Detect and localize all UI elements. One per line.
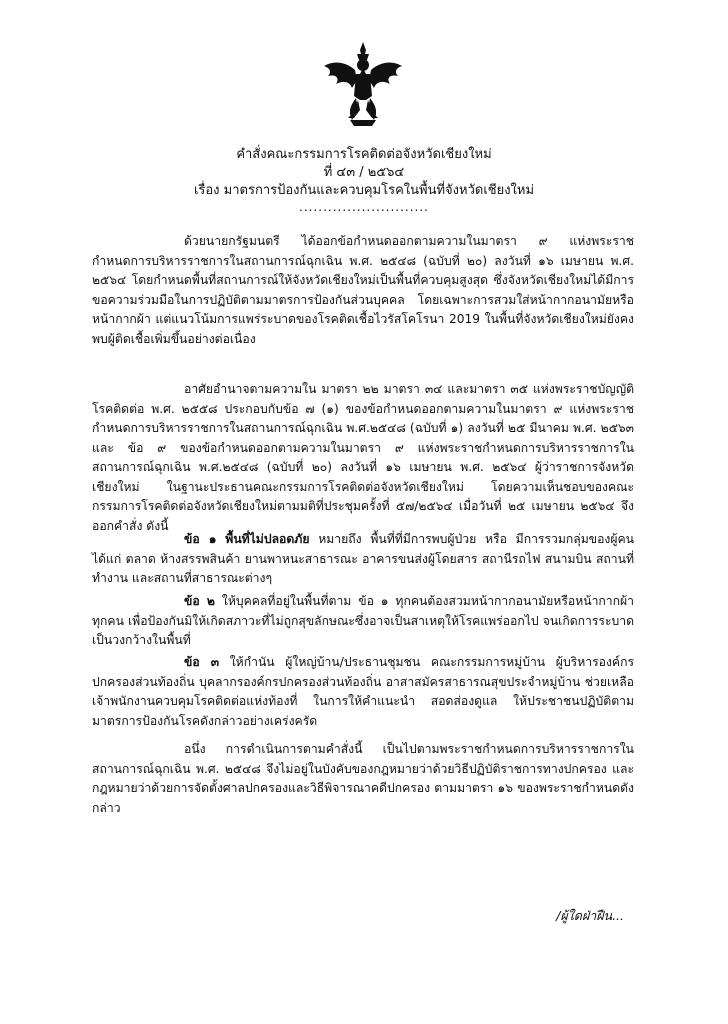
clause-2-label: ข้อ ๒ <box>184 594 215 608</box>
garuda-emblem <box>322 40 404 128</box>
order-title: คำสั่งคณะกรรมการโรคติดต่อจังหวัดเชียงใหม่ <box>236 147 492 162</box>
clause-1-label: ข้อ ๑ <box>184 532 217 546</box>
clause-1-text: หมายถึง พื้นที่ที่มีการพบผู้ป่วย หรือ มีการรวมกลุ่มของผู้คน ได้แก่ ตลาด ห้างสรรพสินค้า ยานพาหนะสาธารณะ อาคารขนส่งผู้โดยสาร สถานีรถไฟ สนามบิน สถานที่ทำงาน และสถานที่สาธารณะต่างๆ <box>92 532 634 585</box>
divider-dots: ........................... <box>299 200 429 214</box>
continuation-note: /ผู้ใดฝ่าฝืน... <box>556 908 624 923</box>
clause-3-label: ข้อ ๓ <box>184 655 220 669</box>
clause-2 <box>92 592 634 651</box>
closing-paragraph: อนึ่ง การดำเนินการตามคำสั่งนี้ เป็นไปตามพระราชกำหนดการบริหารราชการในสถานการณ์ฉุกเฉิน พ.ศ. ๒๕๔๘ จึงไม่อยู่ในบังคับของกฎหมายว่าด้วยวิธีปฏิบัติราชการทางปกครอง และกฎหมายว่าด้วยการจัดตั้งศาลปกครองและวิธีพิจารณาคดีปกครอง ตามมาตรา ๑๖ ของพระราชกำหนดดังกล่าว <box>92 742 634 815</box>
clause-1-term: พื้นที่ไม่ปลอดภัย <box>225 532 310 546</box>
intro-paragraph: ด้วยนายกรัฐมนตรี ได้ออกข้อกำหนดออกตามความในมาตรา ๙ แห่งพระราชกำหนดการบริหารราชการในสถานการณ์ฉุกเฉิน พ.ศ. ๒๕๔๘ (ฉบับที่ ๒๐) ลงวันที่ ๑๖ เมษายน พ.ศ. ๒๕๖๔ โดยกำหนดพื้นที่สถานการณ์ให้จังหวัดเชียงใหม่เป็นพื้นที่ควบคุมสูงสุด ซึ่งจังหวัดเชียงใหม่ได้มีการขอความร่วมมือในการปฏิบัติตามมาตรการป้องกันส่วนบุคคล โดยเฉพาะการสวมใส่หน้ากากอนามัยหรือหน้ากากผ้า แต่แนวโน้มการแพร่ระบาดของโรคติดเชื้อไวรัสโคโรนา 2019 ในพื้นที่จังหวัดเชียงใหม่ยังคงพบผู้ติดเชื้อเพิ่มขึ้นอย่างต่อเนื่อง <box>92 234 634 346</box>
order-number: ที่ ๔๓ / ๒๕๖๔ <box>323 165 405 180</box>
clause-2-text: ให้บุคคลที่อยู่ในพื้นที่ตาม ข้อ ๑ ทุกคนต้องสวมหน้ากากอนามัยหรือหน้ากากผ้าทุกคน เพื่อป้องกันมิให้เกิดสภาวะที่ไม่ถูกสุขลักษณะซึ่งอาจเป็นสาเหตุให้โรคแพร่ออกไป จนเกิดการระบาดเป็นวงกว้างในพื้นที่ <box>92 594 635 647</box>
clause-1 <box>92 530 634 589</box>
authority-paragraph: อาศัยอำนาจตามความใน มาตรา ๒๒ มาตรา ๓๔ และมาตรา ๓๕ แห่งพระราชบัญญัติโรคติดต่อ พ.ศ. ๒๕๕๘ ประกอบกับข้อ ๗ (๑) ของข้อกำหนดออกตามความในมาตรา ๙ แห่งพระราชกำหนดการบริหารราชการในสถานการณ์ฉุกเฉิน พ.ศ.๒๕๔๘ (ฉบับที่ ๑) ลงวันที่ ๒๕ มีนาคม พ.ศ. ๒๕๖๓ และ ข้อ ๙ ของข้อกำหนดออกตามความในมาตรา ๙ แห่งพระราชกำหนดการบริหารราชการในสถานการณ์ฉุกเฉิน พ.ศ.๒๕๔๘ (ฉบับที่ ๒๐) ลงวันที่ ๑๖ เมษายน พ.ศ. ๒๕๖๔ ผู้ว่าราชการจังหวัดเชียงใหม่ ในฐานะประธานคณะกรรมการโรคติดต่อจังหวัดเชียงใหม่ โดยความเห็นชอบของคณะกรรมการโรคติดต่อจังหวัดเชียงใหม่ตามมติที่ประชุมครั้งที่ ๕๗/๒๕๖๔ เมื่อวันที่ ๒๕ เมษายน ๒๕๖๔ จึงออกคำสั่ง ดังนี้ <box>92 382 634 533</box>
clause-3 <box>92 653 634 731</box>
order-subject: เรื่อง มาตรการป้องกันและควบคุมโรคในพื้นที่จังหวัดเชียงใหม่ <box>193 183 535 198</box>
clause-3-text: ให้กำนัน ผู้ใหญ่บ้าน/ประธานชุมชน คณะกรรมการหมู่บ้าน ผู้บริหารองค์กรปกครองส่วนท้องถิ่น บุคลากรองค์กรปกครองส่วนท้องถิ่น อาสาสมัครสาธารณสุขประจำหมู่บ้าน ช่วยเหลือเจ้าพนักงานควบคุมโรคติดต่อแห่งท้องที่ ในการให้คำแนะนำ สอดส่องดูแล ให้ประชาชนปฏิบัติตามมาตรการป้องกันโรคดังกล่าวอย่างเคร่งครัด <box>92 655 634 728</box>
